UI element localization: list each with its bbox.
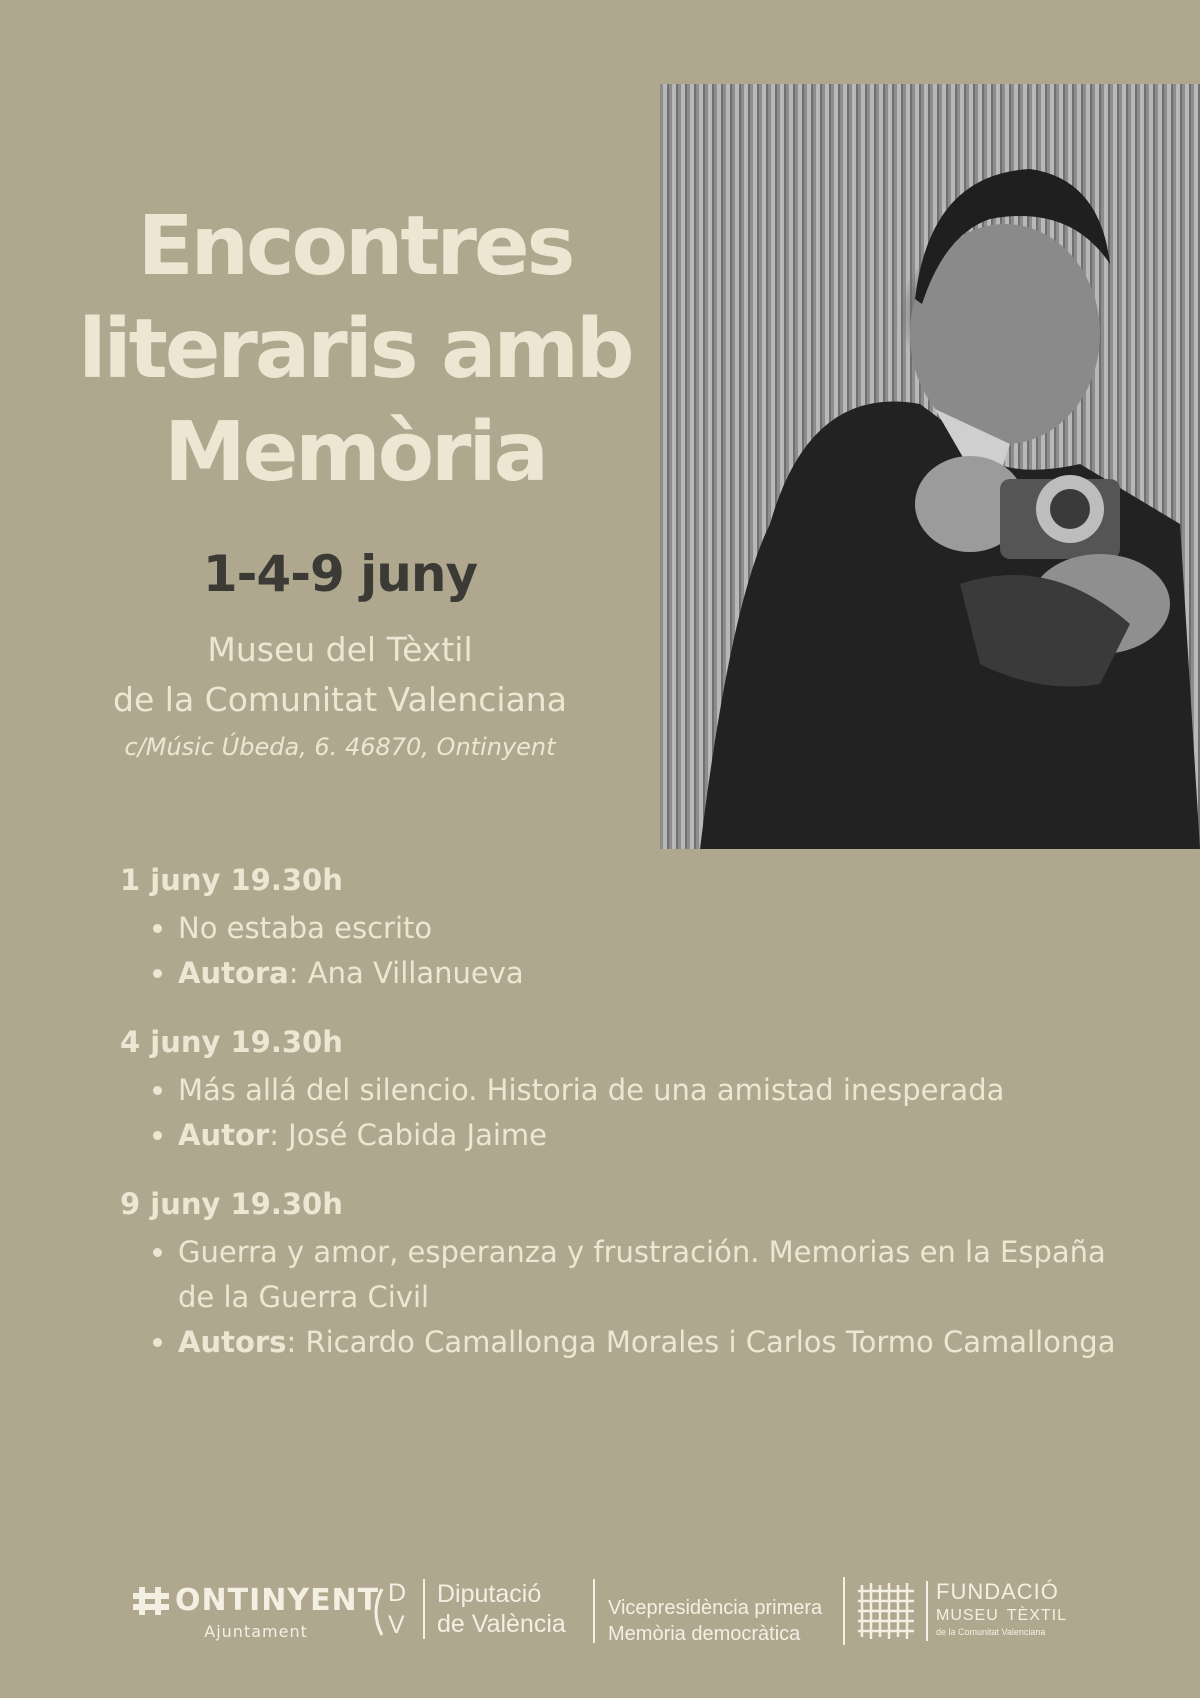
dv-mark [368,1579,414,1643]
author-line [178,1320,1120,1365]
venue-address: c/Músic Úbeda, 6. 46870, Ontinyent [124,733,556,761]
fundacio-text [936,1579,1096,1637]
poster-title [60,195,650,504]
session-1 [120,860,1120,996]
book-title: • Guerra y amor, esperanza y frustración. Memorias en la España de la Guerra Civil [178,1230,1120,1320]
fundacio-line-2 [936,1607,1096,1625]
fundacio-line-3: de la Comunitat Valenciana [936,1627,1046,1637]
venue-line-2: de la Comunitat Valenciana [113,680,567,719]
venue-line-1: Museu del Tèxtil [207,630,473,669]
author-label: Autors [178,1325,287,1359]
divider [423,1579,425,1639]
session-date: 1 juny 19.30h [120,863,343,897]
dv-mark-top: D [388,1579,407,1607]
fundacio-museu: MUSEU [936,1607,999,1624]
fundacio-line-1: FUNDACIÓ [936,1579,1059,1604]
divider [593,1579,595,1643]
ontinyent-sub: Ajuntament [204,1622,308,1641]
textile-grid-icon [856,1581,916,1641]
ontinyent-logo [133,1583,379,1641]
author-name: : Ana Villanueva [288,956,524,990]
author-name: : José Cabida Jaime [269,1118,547,1152]
ontinyent-name: ONTINYENT [175,1583,380,1618]
diputacio-line-1: Diputació [437,1580,542,1608]
book-title: • Más allá del silencio. Historia de una amistad inesperada [178,1068,1120,1113]
author-name: : Ricardo Camallonga Morales i Carlos Tormo Camallonga [286,1325,1116,1359]
author-label: Autora [178,956,289,990]
event-schedule [120,860,1120,1391]
event-dates: 1-4-9 juny [202,545,478,603]
title-line-2: literaris amb [78,301,632,397]
diputacio-logo [437,1579,566,1639]
author-line [178,1113,1120,1158]
title-line-1: Encontres [137,198,573,294]
session-details [120,906,1120,996]
venue-name [60,625,620,725]
divider [926,1581,928,1641]
photographer-photo [660,84,1200,849]
photo-illustration [660,84,1200,849]
sponsor-footer [0,1575,1200,1675]
vice-line-2: Memòria democràtica [608,1623,801,1645]
session-details [120,1068,1120,1158]
vice-line-1: Vicepresidència primera [608,1597,823,1619]
author-line [178,951,1120,996]
dv-mark-bottom: V [388,1611,405,1639]
vicepresidencia-label [608,1595,822,1647]
author-label: Autor [178,1118,270,1152]
title-line-3: Memòria [164,404,546,500]
session-date: 4 juny 19.30h [120,1025,343,1059]
fundacio-textil: TÈXTIL [1006,1607,1068,1624]
session-date: 9 juny 19.30h [120,1187,343,1221]
session-3 [120,1184,1120,1365]
diputacio-line-2: de València [437,1610,566,1638]
session-details [120,1230,1120,1365]
ontinyent-hash-icon [133,1585,169,1617]
book-title: • No estaba escrito [178,906,1120,951]
session-2 [120,1022,1120,1158]
dv-bracket-icon [368,1587,384,1637]
divider [843,1577,845,1645]
